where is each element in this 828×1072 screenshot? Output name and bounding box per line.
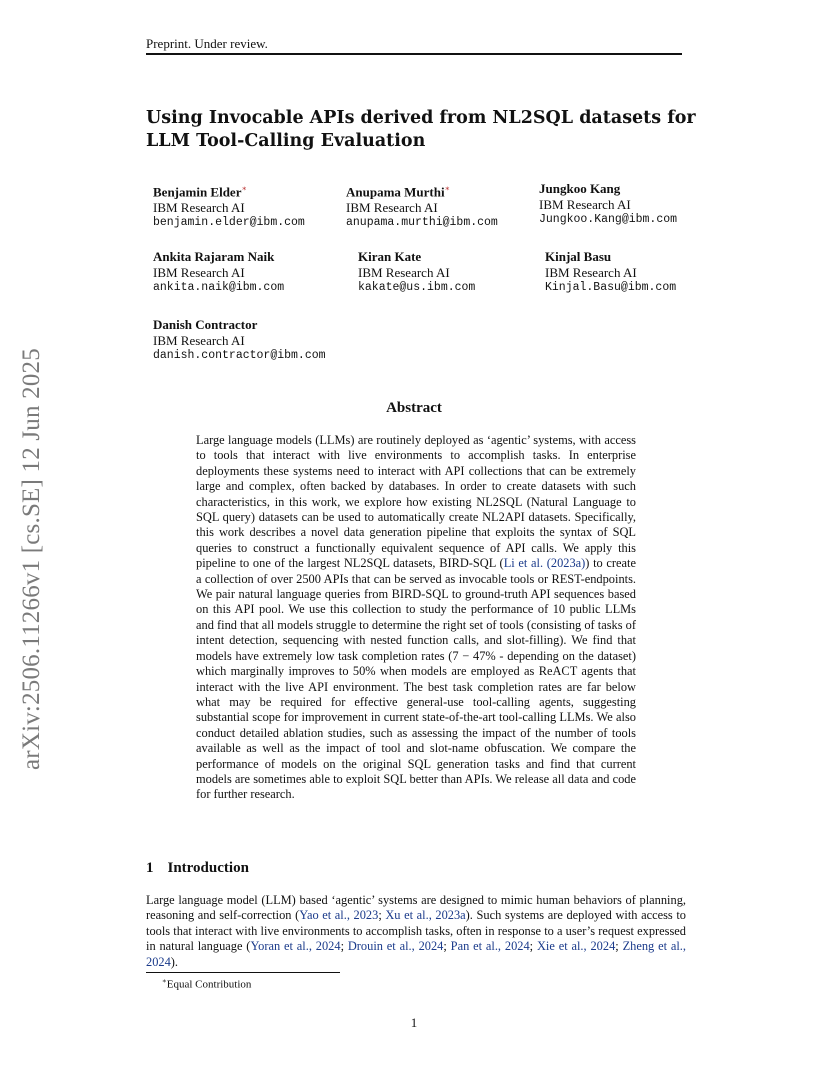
footnote-text: Equal Contribution bbox=[166, 978, 252, 991]
section-heading-text: Introduction bbox=[167, 860, 249, 876]
author-affiliation: IBM Research AI bbox=[153, 264, 245, 280]
section-number: 1 bbox=[146, 860, 154, 876]
citation-link[interactable]: Drouin et al., 2024 bbox=[347, 939, 444, 954]
author-email[interactable]: ankita.naik@ibm.com bbox=[153, 281, 285, 294]
equal-contribution-mark: ∗ bbox=[241, 184, 247, 193]
citation-separator: ; bbox=[378, 908, 386, 923]
header-rule bbox=[146, 53, 682, 55]
author-name: Danish Contractor bbox=[153, 317, 258, 332]
author-name: Jungkoo Kang bbox=[539, 181, 621, 196]
footnote-mark: ∗ bbox=[162, 977, 167, 985]
author-block bbox=[346, 181, 498, 231]
abstract-heading: Abstract bbox=[386, 400, 442, 416]
author-affiliation: IBM Research AI bbox=[346, 199, 438, 215]
citation-separator: ; bbox=[443, 939, 451, 954]
page-number: 1 bbox=[410, 1015, 418, 1030]
footnote-rule bbox=[146, 972, 340, 973]
author-block bbox=[545, 249, 676, 296]
author-name: Anupama Murthi bbox=[346, 184, 445, 200]
introduction-paragraph bbox=[146, 893, 686, 970]
footnote bbox=[162, 977, 251, 991]
author-name: Kiran Kate bbox=[358, 249, 422, 264]
intro-text-part: ). bbox=[170, 954, 179, 969]
author-block bbox=[539, 181, 677, 228]
abstract-text-part: Large language models (LLMs) are routinely deployed as ‘agentic’ systems, with access to tools that interact with live environments to accomplish tasks. In enterprise deployments these systems need to interact with API collections that can be extremely large and complex, often backed by databases. In order to create datasets with such characteristics, in this work, we explore how existing NL2SQL (Natural Language to SQL query) datasets can be used to automatically create NL2API datasets. Specifically, this work describes a novel data generation pipeline that exploits the syntax of SQL queries to construct a functionally equivalent sequence of API calls. We apply this pipeline to one of the largest NL2SQL datasets, BIRD-SQL ( bbox=[196, 433, 636, 571]
author-block bbox=[358, 249, 475, 296]
author-block bbox=[153, 181, 305, 231]
citation-link[interactable]: Zheng et al., 2024 bbox=[146, 939, 686, 969]
paper-title: Using Invocable APIs derived from NL2SQL datasets for LLM Tool-Calling Evaluation bbox=[146, 108, 696, 151]
abstract-text bbox=[196, 433, 636, 803]
citation-link[interactable]: Xu et al., 2023a bbox=[385, 908, 466, 923]
author-email[interactable]: Kinjal.Basu@ibm.com bbox=[545, 281, 677, 294]
author-name: Kinjal Basu bbox=[545, 249, 612, 264]
citation-separator: ; bbox=[340, 939, 348, 954]
author-affiliation: IBM Research AI bbox=[539, 196, 631, 212]
author-block bbox=[153, 249, 284, 296]
citation-separator: ; bbox=[615, 939, 623, 954]
abstract-text-part: ) to create a collection of over 2500 APIs that can be served as invocable tools or REST-endpoints. We pair natural language queries from BIRD-SQL to ground-truth API sequences based on this API pool. We use this collection to study the performance of 10 public LLMs and find that all models struggle to determine the right set of tools (consisting of tasks of intent detection, sequencing with nested function calls, and slot-filling). We find that models have extremely low task completion rates (7 − 47% - depending on the dataset) which marginally improves to 50% when models are employed as ReACT agents that interact with the live API environment. The best task completion rates are far below what may be required for effective general-use tool-calling agents, suggesting substantial scope for improvement in current state-of-the-art tool-calling LLMs. We also conduct detailed ablation studies, such as assessing the impact of the number of tools available as well as the impact of tool and slot-name obfuscation. We compare the performance of models on the original SQL generation tasks and find that current models are sometimes able to exploit SQL better than APIs. We release all data and code for further research. bbox=[196, 556, 636, 802]
author-email[interactable]: benjamin.elder@ibm.com bbox=[153, 216, 305, 230]
author-email[interactable]: anupama.murthi@ibm.com bbox=[346, 216, 498, 230]
author-name: Benjamin Elder bbox=[153, 184, 242, 200]
author-affiliation: IBM Research AI bbox=[153, 332, 245, 348]
author-email[interactable]: Jungkoo.Kang@ibm.com bbox=[539, 213, 678, 226]
citation-link[interactable]: Pan et al., 2024 bbox=[450, 939, 530, 954]
author-affiliation: IBM Research AI bbox=[153, 199, 245, 215]
intro-text-part: Large language model (LLM) based ‘agentic’ systems are designed to mimic human behaviors of planning, reasoning and self-correction ( bbox=[146, 893, 686, 923]
section-heading-introduction bbox=[146, 860, 249, 877]
citation-separator: ; bbox=[529, 939, 537, 954]
author-affiliation: IBM Research AI bbox=[358, 264, 450, 280]
author-email[interactable]: kakate@us.ibm.com bbox=[358, 281, 476, 294]
citation-link[interactable]: Yoran et al., 2024 bbox=[250, 939, 341, 954]
citation-link[interactable]: Li et al. (2023a) bbox=[503, 556, 586, 571]
arxiv-identifier-stamp: arXiv:2506.11266v1 [cs.SE] 12 Jun 2025 bbox=[18, 348, 45, 770]
author-block bbox=[153, 317, 326, 364]
equal-contribution-mark: ∗ bbox=[444, 184, 451, 193]
author-email[interactable]: danish.contractor@ibm.com bbox=[153, 349, 326, 362]
author-name: Ankita Rajaram Naik bbox=[153, 249, 275, 264]
author-affiliation: IBM Research AI bbox=[545, 264, 637, 280]
running-header: Preprint. Under review. bbox=[146, 36, 268, 51]
citation-link[interactable]: Yao et al., 2023 bbox=[299, 908, 379, 923]
citation-link[interactable]: Xie et al., 2024 bbox=[536, 939, 616, 954]
intro-text-part: ). Such systems are deployed with access to tools that interact with live environments to accomplish tasks, often in response to a user’s request expressed in natural language ( bbox=[146, 908, 686, 954]
